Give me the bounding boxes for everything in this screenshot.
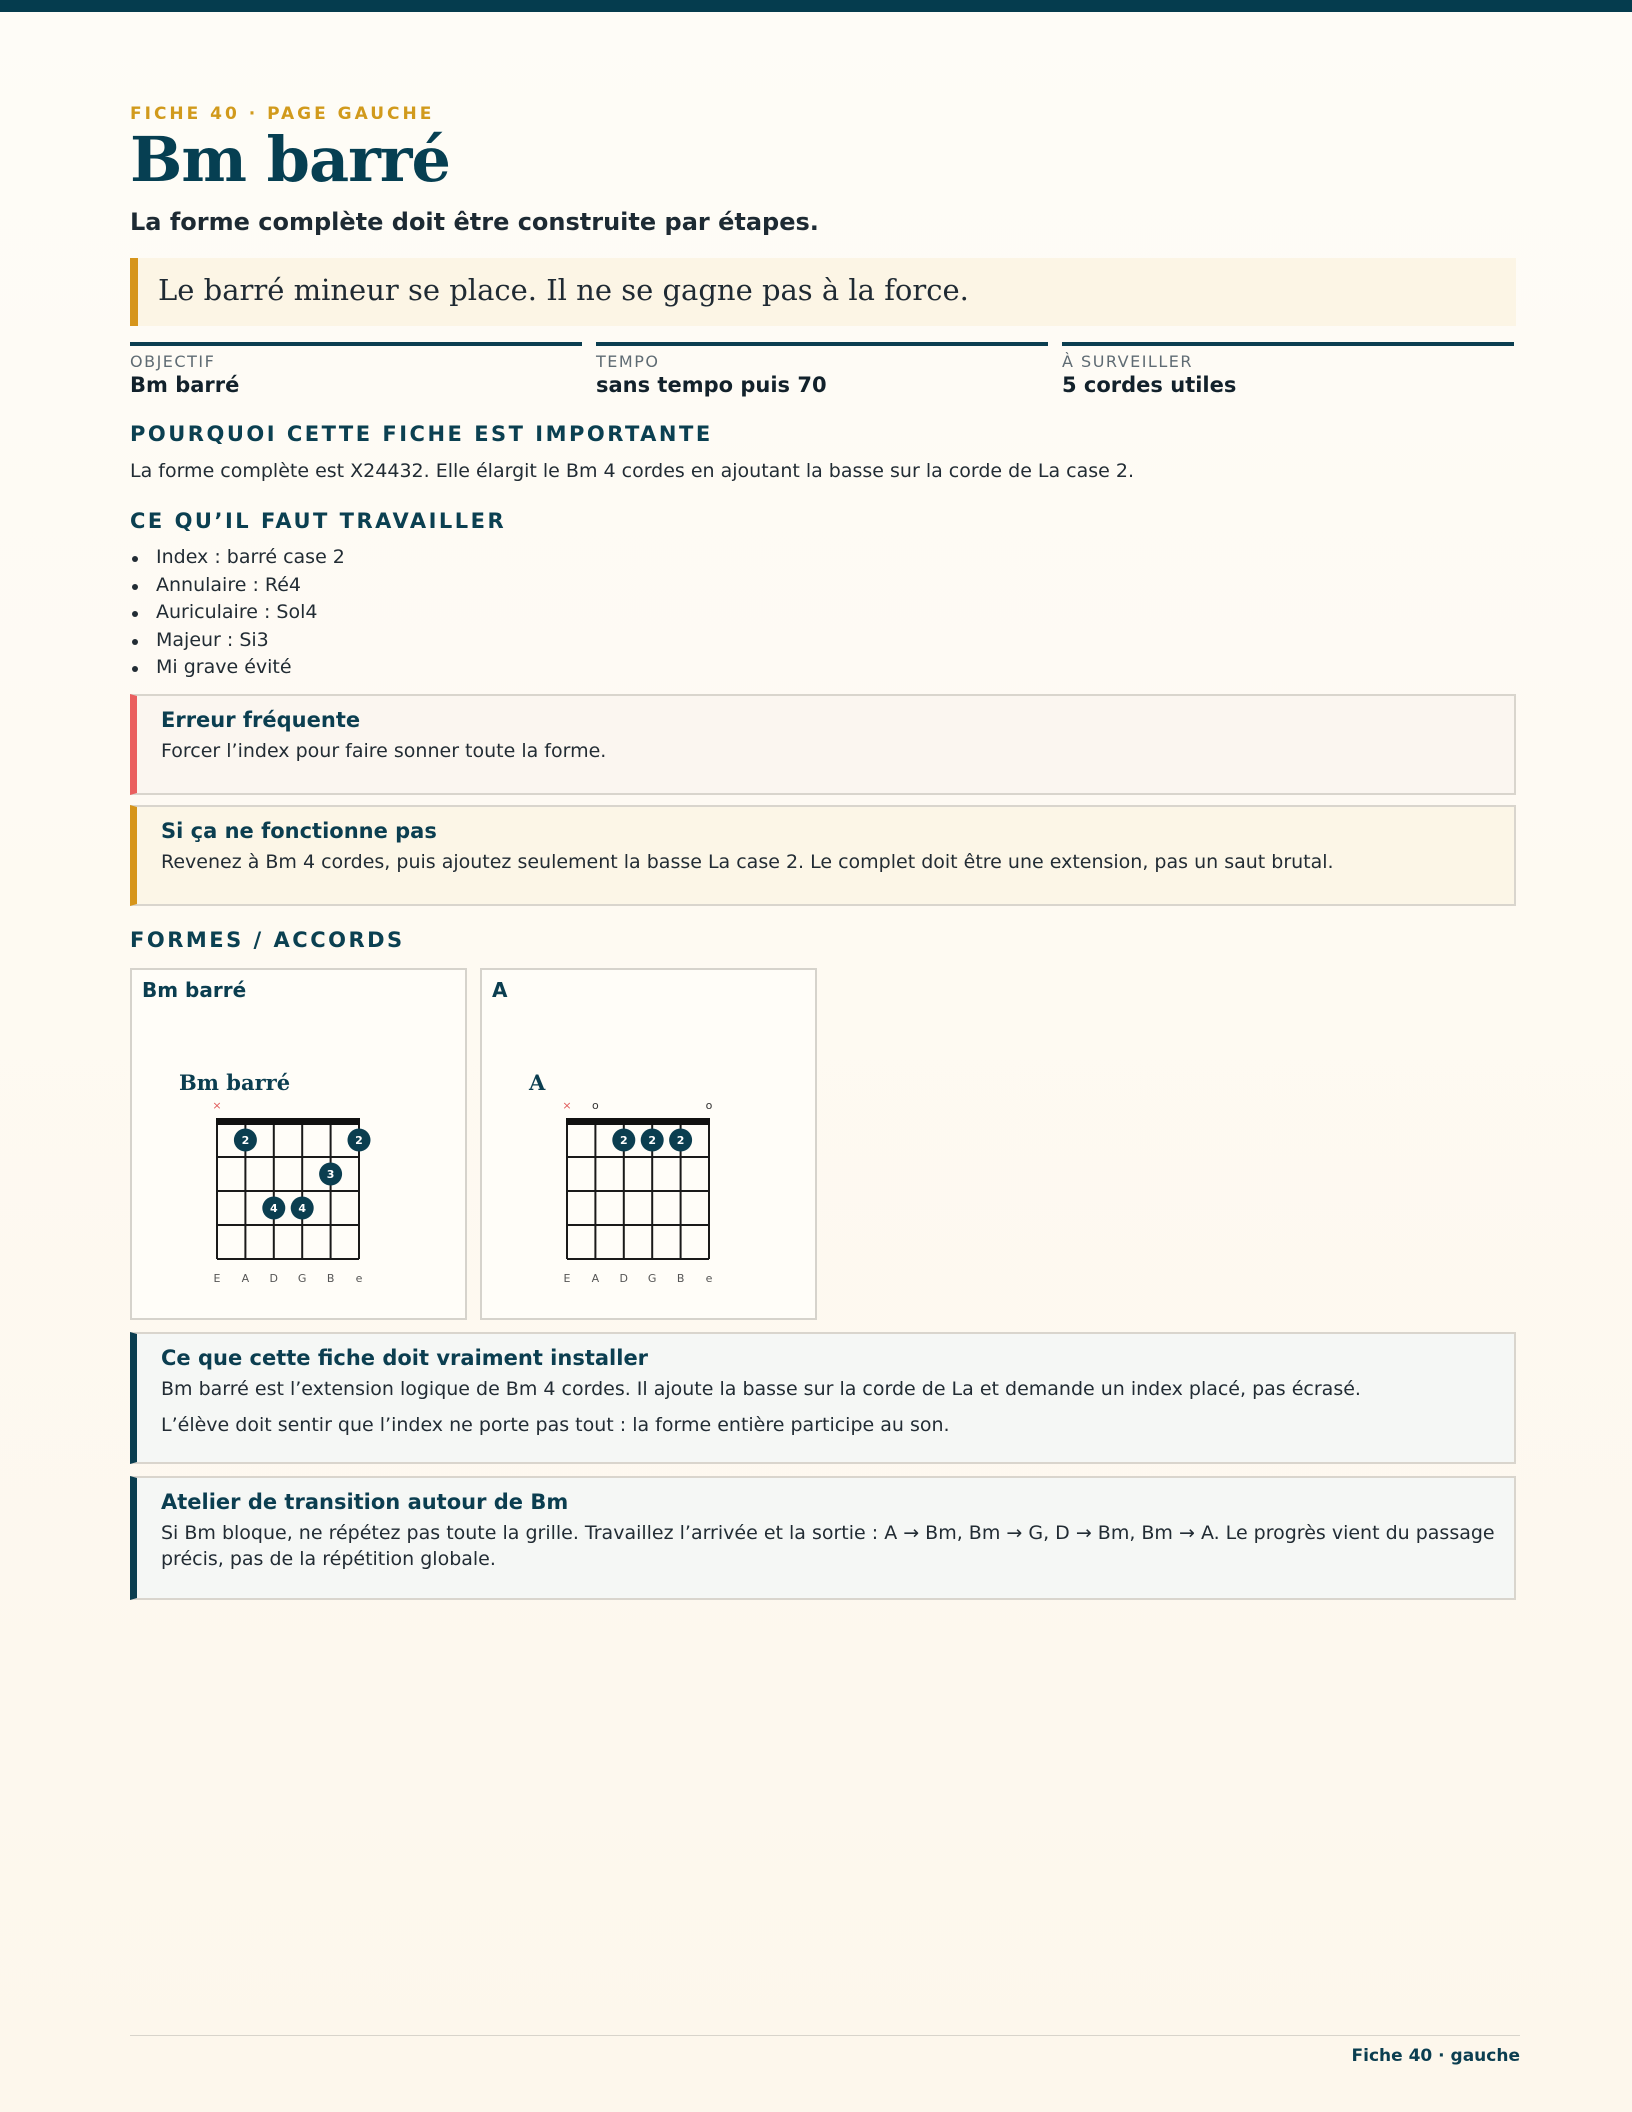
- list-item: Annulaire : Ré4: [130, 572, 345, 600]
- chord-card-title: A: [492, 978, 508, 1002]
- callout-body: L’élève doit sentir que l’index ne porte pas tout : la forme entière participe au son.: [161, 1414, 950, 1436]
- work-heading: CE QU’IL FAUT TRAVAILLER: [130, 509, 507, 533]
- open-marker: o: [705, 1099, 713, 1112]
- chord-diagram: [132, 1014, 465, 1285]
- string-label: G: [297, 1272, 307, 1285]
- chord-card-bm: [130, 968, 467, 1320]
- finger-number: 2: [355, 1134, 363, 1147]
- callout-title: Ce que cette fiche doit vraiment installer: [161, 1346, 649, 1370]
- chord-diagram: [482, 1014, 815, 1285]
- shapes-heading: FORMES / ACCORDS: [130, 928, 405, 952]
- string-label: A: [241, 1272, 250, 1285]
- finger-number: 2: [676, 1134, 685, 1147]
- stat-value: 5 cordes utiles: [1062, 373, 1237, 397]
- nut: [566, 1118, 710, 1125]
- string-label: B: [326, 1272, 335, 1285]
- quote-text: Le barré mineur se place. Il ne se gagne pas à la force.: [158, 273, 969, 307]
- string-label: D: [269, 1272, 279, 1285]
- callout-title: Si ça ne fonctionne pas: [161, 819, 437, 843]
- chord-card-a: [480, 968, 817, 1320]
- work-list: [130, 544, 345, 682]
- quote-box: [130, 258, 1516, 326]
- stat-surveiller: [1062, 342, 1514, 397]
- callout-troubleshoot: [130, 805, 1516, 906]
- chord-name: A: [529, 1070, 546, 1095]
- finger-number: 3: [326, 1168, 335, 1181]
- page-subtitle: La forme complète doit être construite par étapes.: [130, 208, 819, 236]
- string-label: G: [647, 1272, 657, 1285]
- stat-objectif: [130, 342, 582, 397]
- nut: [216, 1118, 360, 1125]
- mute-marker: ×: [562, 1099, 572, 1112]
- stat-value: sans tempo puis 70: [596, 373, 827, 397]
- list-item: Mi grave évité: [130, 654, 345, 682]
- string-label: A: [591, 1272, 600, 1285]
- callout-title: Erreur fréquente: [161, 708, 361, 732]
- string-label: E: [213, 1272, 221, 1285]
- callout-body: Revenez à Bm 4 cordes, puis ajoutez seulement la basse La case 2. Le complet doit être une extension, pas un saut brutal.: [161, 851, 1334, 873]
- string-label: D: [619, 1272, 629, 1285]
- stat-label: À SURVEILLER: [1062, 352, 1193, 371]
- string-label: e: [705, 1272, 713, 1285]
- stat-tempo: [596, 342, 1048, 397]
- callout-install: [130, 1332, 1516, 1464]
- callout-atelier: [130, 1476, 1516, 1600]
- finger-number: 2: [619, 1134, 628, 1147]
- finger-number: 2: [241, 1134, 250, 1147]
- why-heading: POURQUOI CETTE FICHE EST IMPORTANTE: [130, 422, 713, 446]
- string-label: E: [563, 1272, 571, 1285]
- top-bar: [0, 0, 1632, 12]
- why-text: La forme complète est X24432. Elle élargit le Bm 4 cordes en ajoutant la basse sur la corde de La case 2.: [130, 460, 1135, 482]
- page-footer: Fiche 40 · gauche: [1351, 2046, 1520, 2066]
- callout-error: [130, 694, 1516, 795]
- string-label: B: [676, 1272, 685, 1285]
- finger-number: 4: [298, 1202, 307, 1215]
- mute-marker: ×: [212, 1099, 222, 1112]
- chord-name: Bm barré: [179, 1070, 291, 1095]
- callout-body: Si Bm bloque, ne répétez pas toute la grille. Travaillez l’arrivée et la sortie : A → Bm, Bm → G, D → Bm, Bm → A. Le progrès vient du passage précis, pas de la répétition globale.: [161, 1522, 1495, 1570]
- list-item: Auriculaire : Sol4: [130, 599, 345, 627]
- stat-label: TEMPO: [596, 352, 660, 371]
- stat-value: Bm barré: [130, 373, 240, 397]
- eyebrow: FICHE 40 · PAGE GAUCHE: [130, 104, 435, 124]
- list-item: Majeur : Si3: [130, 627, 345, 655]
- finger-number: 2: [648, 1134, 657, 1147]
- list-item: Index : barré case 2: [130, 544, 345, 572]
- page-title: Bm barré: [130, 123, 450, 196]
- string-label: e: [355, 1272, 363, 1285]
- footer-divider: [130, 2035, 1520, 2036]
- callout-body: Forcer l’index pour faire sonner toute la forme.: [161, 740, 607, 762]
- stats-row: [130, 342, 1516, 402]
- callout-title: Atelier de transition autour de Bm: [161, 1490, 569, 1514]
- chord-card-title: Bm barré: [142, 978, 247, 1002]
- finger-number: 4: [269, 1202, 278, 1215]
- callout-body: Bm barré est l’extension logique de Bm 4 cordes. Il ajoute la basse sur la corde de La et demande un index placé, pas écrasé.: [161, 1378, 1361, 1400]
- open-marker: o: [592, 1099, 599, 1112]
- stat-label: OBJECTIF: [130, 352, 216, 371]
